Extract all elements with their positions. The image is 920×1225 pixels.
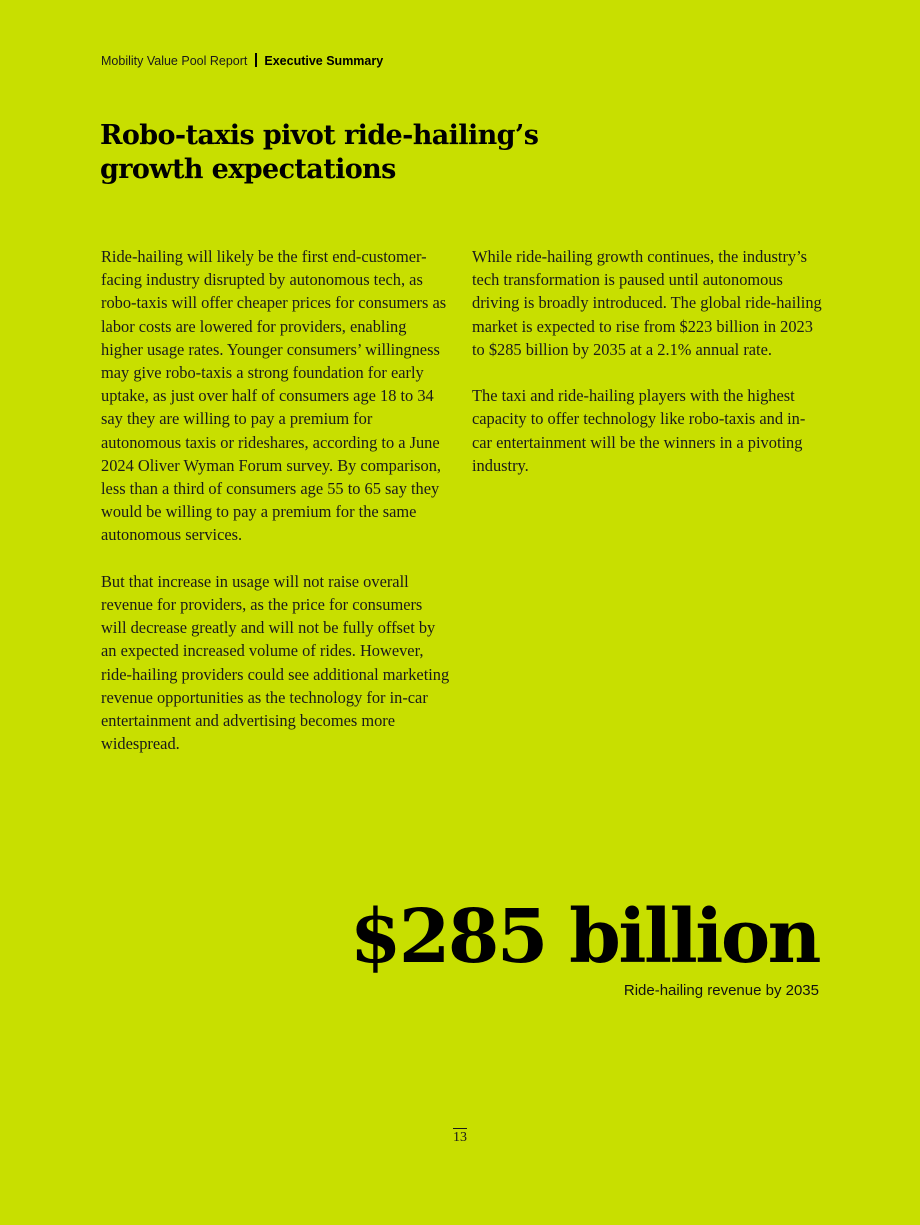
right-text-column	[472, 245, 822, 500]
page-number-label: 13	[453, 1130, 467, 1145]
section-name: Executive Summary	[264, 54, 384, 68]
left-text-column	[101, 245, 451, 779]
running-header	[101, 53, 383, 70]
report-name: Mobility Value Pool Report	[101, 54, 248, 68]
page-title-line-2: growth expectations	[100, 154, 396, 185]
page-number	[440, 1128, 480, 1147]
body-paragraph: But that increase in usage will not raise overall revenue for providers, as the price for consumers will decrease greatly and will not be fully offset by an expected increased volume of rides. However, ride-hailing providers could see additional marketing revenue opportunities as the technology for in-car entertainment and advertising becomes more widespread.	[101, 571, 450, 754]
body-paragraph: While ride-hailing growth continues, the industry’s tech transformation is paused until autonomous driving is broadly introduced. The global ride-hailing market is expected to rise from $223 billion in 2023 to $285 billion by 2035 at a 2.1% annual rate.	[472, 247, 822, 359]
header-divider	[255, 53, 257, 67]
body-paragraph: Ride-hailing will likely be the first end-customer-facing industry disrupted by autonomous tech, as robo-taxis will offer cheaper prices for consumers as labor costs are lowered for providers, enabling higher usage rates. Younger consumers’ willingness may give robo-taxis a strong foundation for early uptake, as just over half of consumers age 18 to 34 say they are willing to pay a premium for autonomous taxis or rideshares, according to a June 2024 Oliver Wyman Forum survey. By comparison, less than a third of consumers age 55 to 65 say they would be willing to pay a premium for the same autonomous services.	[101, 247, 447, 545]
highlight-stat-caption: Ride-hailing revenue by 2035	[623, 982, 819, 999]
page-title-line-1: Robo-taxis pivot ride-hailing’s	[100, 120, 539, 151]
page-title	[100, 119, 560, 187]
highlight-stat-value: $285 billion	[349, 894, 819, 980]
body-paragraph: The taxi and ride-hailing players with the highest capacity to offer technology like robo-taxis and in-car entertainment will be the winners in a pivoting industry.	[472, 386, 806, 475]
